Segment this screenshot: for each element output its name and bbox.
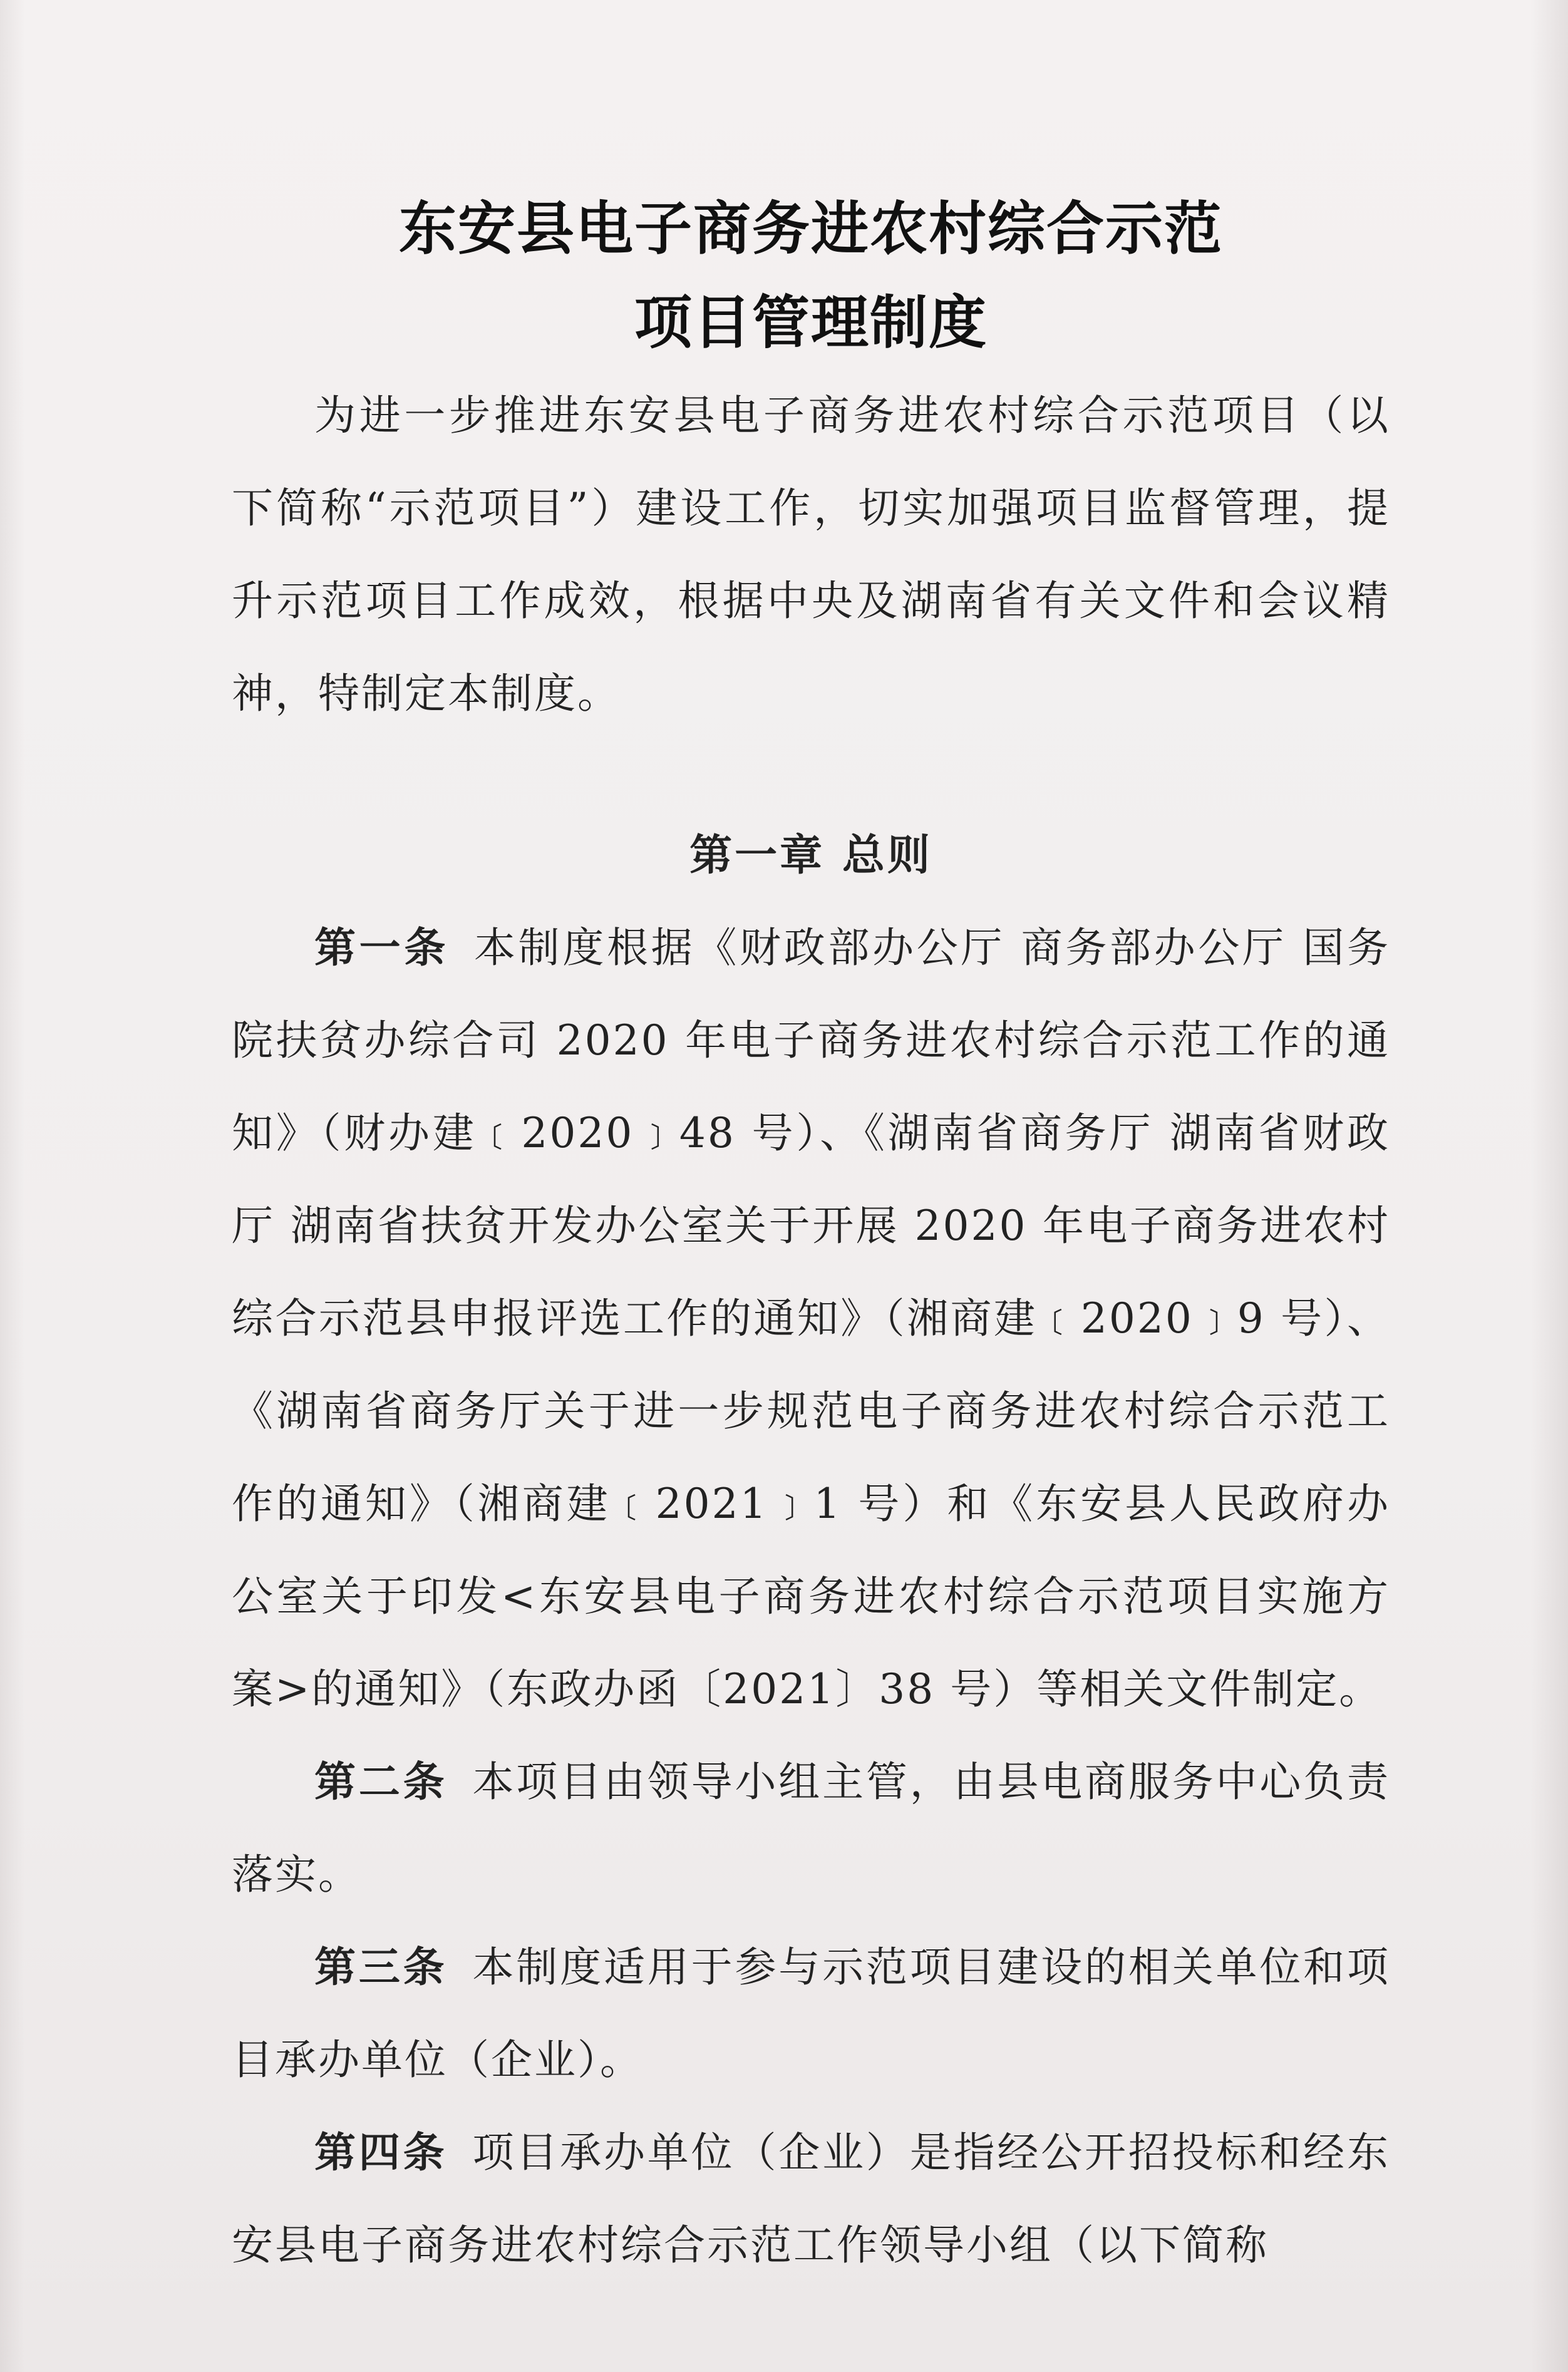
article-1-label: 第一条 [314,924,450,972]
page-shadow-right [1530,0,1568,2372]
document-title [232,182,1390,369]
chapter-heading: 第一章 总则 [689,830,932,880]
article-4 [232,2106,1390,2292]
article-4-label: 第四条 [314,2128,448,2177]
article-3-text: 本制度适用于参与示范项目建设的相关单位和项目承办单位（企业）。 [232,1943,1391,2084]
title-line-1: 东安县电子商务进农村综合示范 [398,195,1223,262]
article-1 [232,902,1390,1736]
article-2 [232,1736,1390,1921]
article-3 [232,1921,1390,2106]
page-shadow-left [0,0,25,2372]
document-body [232,182,1390,2292]
article-2-label: 第二条 [314,1758,448,1806]
article-3-label: 第三条 [314,1943,448,1991]
title-line-2: 项目管理制度 [634,289,988,356]
spacer [232,740,1390,809]
article-2-text: 本项目由领导小组主管，由县电商服务中心负责落实。 [232,1758,1391,1899]
intro-paragraph: 为进一步推进东安县电子商务进农村综合示范项目（以下简称“示范项目”）建设工作，切实加强项目监督管理，提升示范项目工作成效，根据中央及湖南省有关文件和会议精神，特制定本制度。 [232,391,1390,718]
article-1-text: 本制度根据《财政部办公厅 商务部办公厅 国务院扶贫办综合司 2020 年电子商务进农村综合示范工作的通知》（财办建﹝2020﹞48 号）、《湖南省商务厅 湖南省财政厅 湖南省扶贫开发办公室关于开展 2020 年电子商务进农村综合示范县申报评选工作的通知》（湘商建﹝2020﹞9 号）、《湖南省商务厅关于进一步规范电子商务进农村综合示范工作的通知》（湘商建﹝2021﹞1 号）和《东安县人民政府办公室关于印发<东安县电子商务进农村综合示范项目实施方案>的通知》（东政办函〔2021〕38 号）等相关文件制定。 [232,924,1391,1713]
article-4-text: 项目承办单位（企业）是指经公开招投标和经东安县电子商务进农村综合示范工作领导小组（以下简称 [232,2128,1391,2269]
